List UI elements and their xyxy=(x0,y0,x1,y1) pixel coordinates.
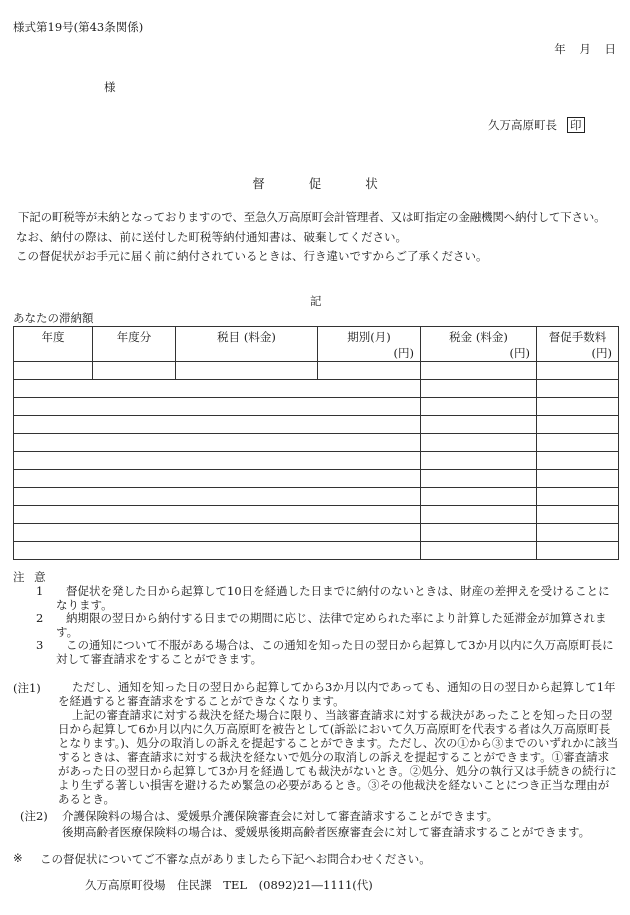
table-row xyxy=(14,362,619,380)
table-row xyxy=(14,452,619,470)
header-tesuryo xyxy=(537,327,619,362)
header-zeikin xyxy=(421,327,537,362)
header-kibetsu-unit: (円) xyxy=(393,346,414,360)
table-cell xyxy=(14,434,421,452)
notes-heading: 注 意 xyxy=(13,570,46,584)
table-cell xyxy=(14,398,421,416)
table-row xyxy=(14,542,619,560)
table-row xyxy=(14,398,619,416)
note-item-2-text: 納期限の翌日から納付する日までの期間に応じ、法律で定められた率により計算した延滞金が加算されます。 xyxy=(56,611,607,639)
header-nendo: 年度 xyxy=(14,327,93,362)
note-item-2-num: 2 xyxy=(36,611,44,625)
table-cell xyxy=(537,506,619,524)
table-cell xyxy=(421,416,537,434)
intro-line-2: なお、納付の際は、前に送付した町税等納付通知書は、破棄してください。 xyxy=(16,230,407,244)
sender-title: 久万高原町長 xyxy=(488,118,557,132)
table-cell xyxy=(537,470,619,488)
table-cell xyxy=(14,380,421,398)
table-header-row xyxy=(14,327,619,362)
note-item-1-num: 1 xyxy=(36,584,44,598)
table-row xyxy=(14,524,619,542)
table-cell xyxy=(537,542,619,560)
table-cell xyxy=(537,398,619,416)
addressee-suffix: 様 xyxy=(104,80,116,94)
intro-line-1: 下記の町税等が未納となっておりますので、至急久万高原町会計管理者、又は町指定の金融機関へ納付して下さい。 xyxy=(18,210,606,224)
table-row xyxy=(14,380,619,398)
header-nendobun: 年度分 xyxy=(93,327,176,362)
table-cell xyxy=(14,488,421,506)
table-cell xyxy=(537,380,619,398)
table-cell xyxy=(421,542,537,560)
note2-line-b: 後期高齢者医療保険料の場合は、愛媛県後期高齢者医療審査会に対して審査請求することができます。 xyxy=(62,825,591,839)
table-row xyxy=(14,470,619,488)
table-cell xyxy=(176,362,318,380)
contact-line: 久万高原町役場 住民課 TEL (0892)21―1111(代) xyxy=(85,878,373,892)
note1-line-b: 上記の審査請求に対する裁決を経た場合に限り、当該審査請求に対する裁決があったことを知った日の翌日から起算して6か月以内に久万高原町を被告として(訴訟において久万高原町を代表する者は久万高原町長となります。)、処分の取消しの訴えを提起することができます。ただし、次の①から③までのいずれかに該当するときは、審査請求に対する裁決を経ないで処分の取消しの訴えを提起することができます。①審査請求があった日の翌日から起算して3か月を経過しても裁決がないとき。②処分、処分の執行又は手続きの続行により生ずる著しい損害を避けるため緊急の必要があるとき。③その他裁決を経ないことにつき正当な理由があるとき。 xyxy=(58,708,619,806)
table-row xyxy=(14,506,619,524)
inquiry-text: この督促状についてご不審な点がありましたら下記へお問合わせください。 xyxy=(40,852,431,866)
header-zeikin-label: 税金 (料金) xyxy=(449,330,508,344)
table-cell xyxy=(537,524,619,542)
sender-block xyxy=(488,117,585,133)
note2-label: (注2) xyxy=(20,809,48,823)
note1-label: (注1) xyxy=(13,681,41,695)
table-cell xyxy=(537,488,619,506)
table-cell xyxy=(421,470,537,488)
table-cell xyxy=(537,452,619,470)
table-cell xyxy=(14,362,93,380)
table-cell xyxy=(318,362,421,380)
date-line: 年 月 日 xyxy=(554,42,616,56)
table-cell xyxy=(14,470,421,488)
table-cell xyxy=(14,524,421,542)
table-cell xyxy=(537,362,619,380)
table-cell xyxy=(421,488,537,506)
header-zeimoku: 税目 (料金) xyxy=(176,327,318,362)
table-row xyxy=(14,434,619,452)
table-cell xyxy=(14,506,421,524)
seal-stamp: 印 xyxy=(567,117,585,133)
table-row xyxy=(14,488,619,506)
note-item-3-num: 3 xyxy=(36,638,44,652)
note2-line-a: 介護保険料の場合は、愛媛県介護保険審査会に対して審査請求することができます。 xyxy=(62,809,499,823)
table-cell xyxy=(14,452,421,470)
table-cell xyxy=(421,398,537,416)
header-kibetsu xyxy=(318,327,421,362)
table-cell xyxy=(421,452,537,470)
table-cell xyxy=(14,542,421,560)
intro-line-3: この督促状がお手元に届く前に納付されているときは、行き違いですからご了承ください。 xyxy=(16,249,488,263)
table-cell xyxy=(421,434,537,452)
table-row xyxy=(14,416,619,434)
header-zeikin-unit: (円) xyxy=(509,346,530,360)
table-cell xyxy=(537,434,619,452)
arrears-table xyxy=(13,326,619,560)
table-cell xyxy=(421,506,537,524)
table-caption: あなたの滞納額 xyxy=(13,311,94,325)
document-title: 督 促 状 xyxy=(252,176,378,191)
table-cell xyxy=(93,362,176,380)
note-item-3-text: この通知について不服がある場合は、この通知を知った日の翌日から起算して3か月以内に久万高原町長に対して審査請求をすることができます。 xyxy=(56,638,614,666)
header-kibetsu-label: 期別(月) xyxy=(347,330,391,344)
table-cell xyxy=(421,362,537,380)
form-number: 様式第19号(第43条関係) xyxy=(13,20,144,34)
inquiry-mark: ※ xyxy=(13,851,23,865)
table-cell xyxy=(421,380,537,398)
table-cell xyxy=(537,416,619,434)
header-tesuryo-label: 督促手数料 xyxy=(548,330,607,344)
note-item-1-text: 督促状を発した日から起算して10日を経過した日までに納付のないときは、財産の差押えを受けることになります。 xyxy=(56,584,610,612)
note1-line-a: ただし、通知を知った日の翌日から起算してから3か月以内であっても、通知の日の翌日から起算して1年を経過すると審査請求をすることができなくなります。 xyxy=(58,680,616,708)
ki-label: 記 xyxy=(310,294,322,308)
table-cell xyxy=(14,416,421,434)
table-cell xyxy=(421,524,537,542)
header-tesuryo-unit: (円) xyxy=(591,346,612,360)
